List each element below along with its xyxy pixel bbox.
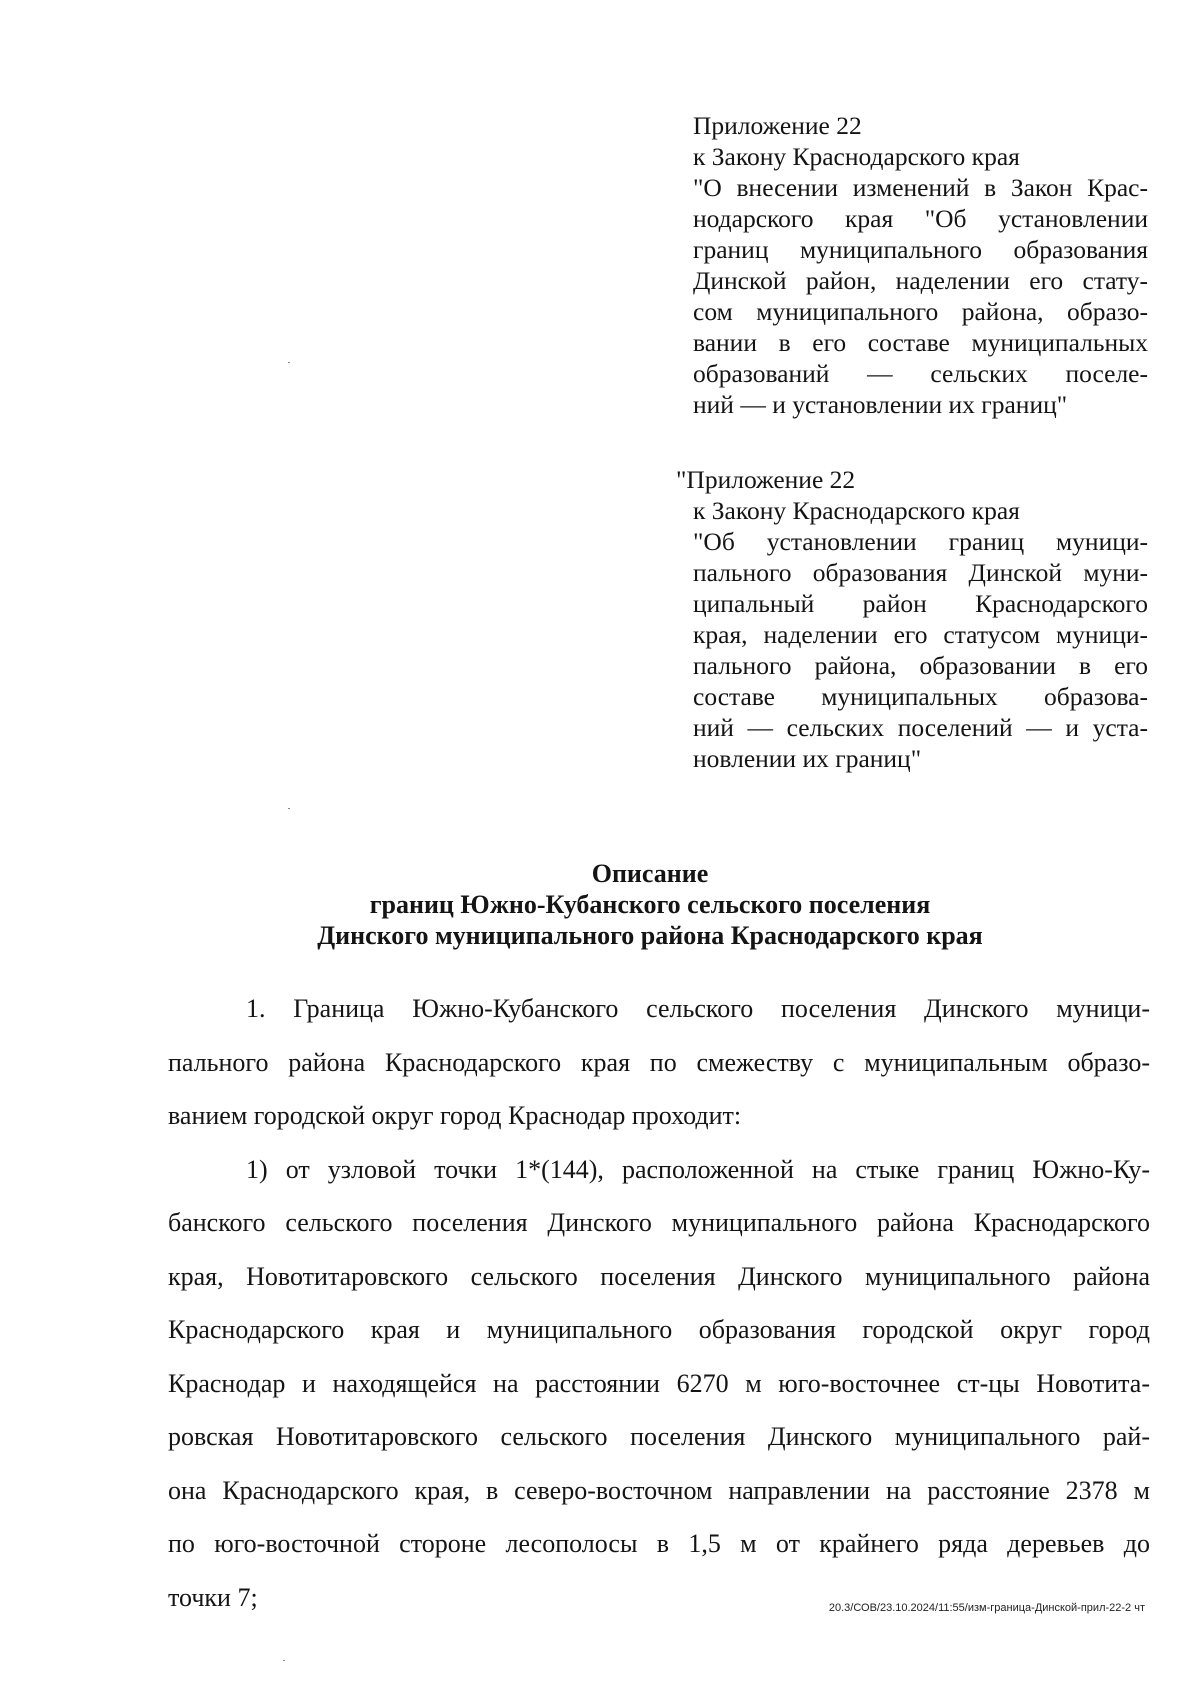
body-line: Краснодарского края и муниципального образования городской округ город xyxy=(168,1315,1150,1344)
appendix-2-line: новлении их границ" xyxy=(693,744,922,773)
title-line-2: границ Южно-Кубанского сельского поселения xyxy=(369,890,931,919)
body-line: она Краснодарского края, в северо-восточном направлении на расстояние 2378 м xyxy=(168,1475,1150,1505)
body-line: банского сельского поселения Динского муниципального района Краснодарского xyxy=(168,1208,1150,1237)
appendix-1-line: границ муниципального образования xyxy=(693,235,1148,264)
body-line: ровская Новотитаровского сельского поселения Динского муниципального рай- xyxy=(168,1422,1150,1451)
appendix-1-line: ний — и установлении их границ" xyxy=(693,390,1068,419)
appendix-2-line: пального образования Динской муни- xyxy=(693,558,1148,587)
appendix-2-line: края, наделении его статусом муници- xyxy=(693,620,1148,649)
appendix-1-line: "О внесении изменений в Закон Крас- xyxy=(693,173,1148,202)
paragraph-1 xyxy=(168,982,1150,1143)
paragraph-2 xyxy=(168,1143,1150,1625)
scan-speck xyxy=(283,1660,285,1661)
scan-speck xyxy=(288,362,290,363)
body-line: ванием городской округ город Краснодар проходит: xyxy=(168,1101,742,1130)
body-line: 1) от узловой точки 1*(144), расположенной на стыке границ Южно-Ку- xyxy=(246,1154,1150,1184)
appendix-1-line: образований — сельских поселе- xyxy=(693,359,1148,388)
body-line: по юго-восточной стороне лесополосы в 1,5 м от крайнего ряда деревьев до xyxy=(168,1529,1150,1558)
appendix-2-line: ципальный район Краснодарского xyxy=(693,589,1148,618)
title-line-1: Описание xyxy=(591,859,709,888)
appendix-2-line: "Приложение 22 xyxy=(676,465,856,494)
document-body xyxy=(168,982,1150,1624)
body-line: края, Новотитаровского сельского поселения Динского муниципального района xyxy=(168,1261,1150,1291)
appendix-header-original-law xyxy=(676,464,1148,774)
appendix-2-line: составе муниципальных образова- xyxy=(693,682,1148,711)
appendix-1-line: к Закону Краснодарского края xyxy=(693,142,1020,171)
document-title xyxy=(150,858,1150,951)
appendix-header-amending-law xyxy=(693,110,1148,420)
appendix-2-line: ний — сельских поселений — и уста- xyxy=(693,713,1148,742)
appendix-2-line: пального района, образовании в его xyxy=(693,651,1148,680)
body-line: Краснодар и находящейся на расстоянии 6270 м юго-восточнее ст-цы Новотита- xyxy=(168,1368,1150,1398)
appendix-2-line: "Об установлении границ муници- xyxy=(693,527,1148,556)
appendix-1-line: Динской район, наделении его стату- xyxy=(693,266,1148,295)
appendix-1-line: нодарского края "Об установлении xyxy=(693,204,1148,233)
body-line: точки 7; xyxy=(168,1582,258,1612)
scan-speck xyxy=(288,808,290,809)
document-file-code: 20.3/СОВ/23.10.2024/11:55/изм-граница-Динской-прил-22-2 чт xyxy=(828,1602,1145,1614)
appendix-1-line: Приложение 22 xyxy=(693,111,862,140)
appendix-1-line: вании в его составе муниципальных xyxy=(693,328,1148,357)
body-line: 1. Граница Южно-Кубанского сельского поселения Динского муници- xyxy=(246,994,1150,1023)
body-line: пального района Краснодарского края по смежеству с муниципальным образо- xyxy=(168,1047,1150,1077)
appendix-1-line: сом муниципального района, образо- xyxy=(693,297,1148,326)
title-line-3: Динского муниципального района Краснодарского края xyxy=(317,921,983,950)
appendix-2-line: к Закону Краснодарского края xyxy=(693,496,1020,525)
